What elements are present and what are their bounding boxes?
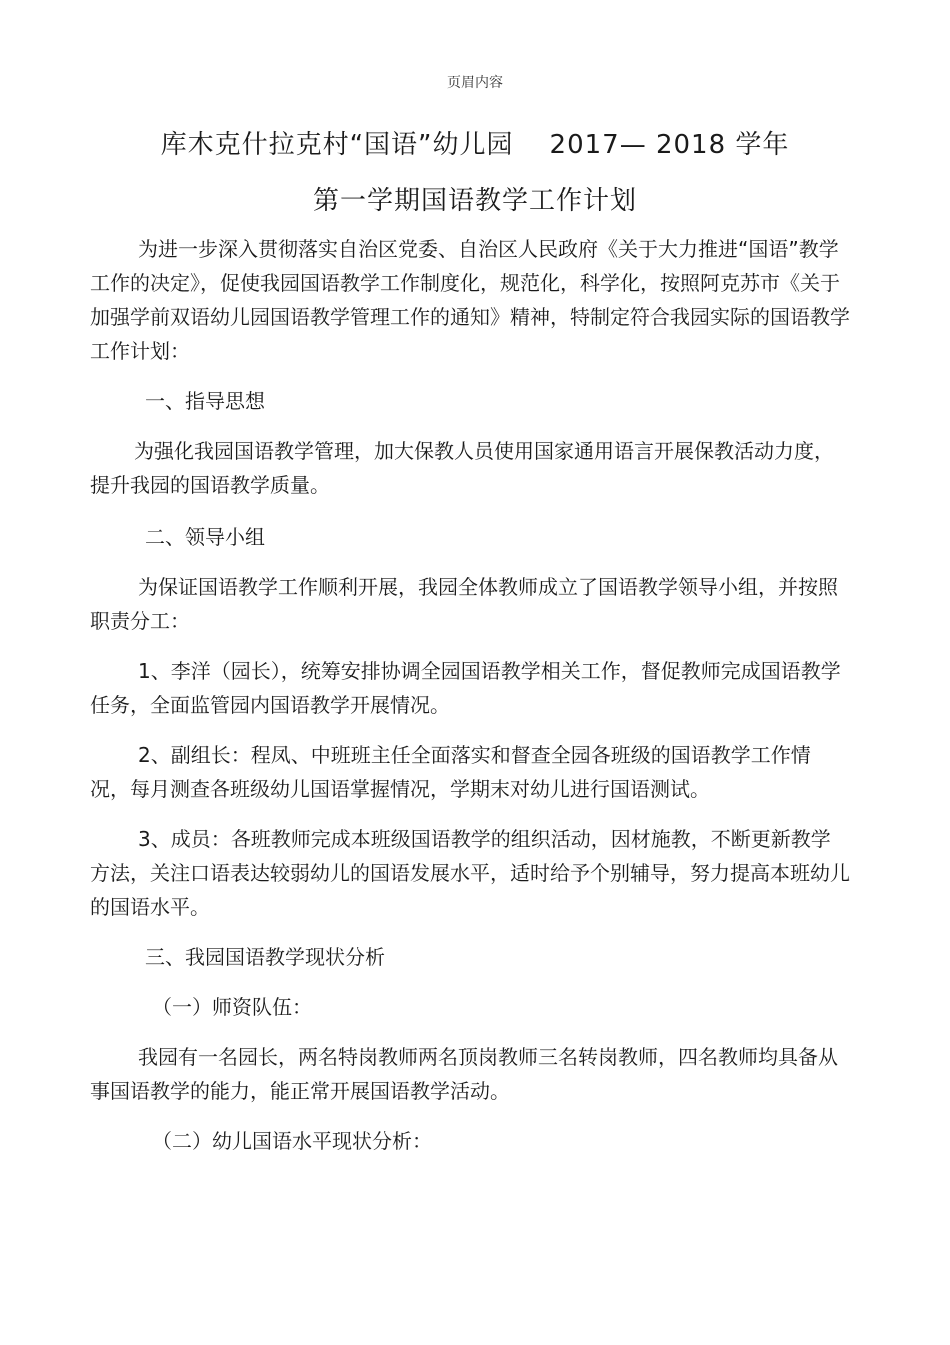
page-header: 页眉内容 — [447, 75, 503, 91]
list-item-leader: 1、李洋（园长），统筹安排协调全园国语教学相关工作，督促教师完成国语教学任务，全面监管园内国语教学开展情况。 — [90, 659, 841, 717]
document-title-line1 — [0, 124, 950, 161]
intro-paragraph: 为进一步深入贯彻落实自治区党委、自治区人民政府《关于大力推进“国语”教学工作的决定》，促使我园国语教学工作制度化，规范化，科学化，按照阿克苏市《关于加强学前双语幼儿园国语教学管理工作的通知》精神，特制定符合我园实际的国语教学工作计划： — [90, 237, 850, 363]
document-title-line2: 第一学期国语教学工作计划 — [312, 186, 637, 216]
paragraph-guiding-ideology: 为强化我园国语教学管理，加大保教人员使用国家通用语言开展保教活动力度，提升我园的国语教学质量。 — [90, 439, 834, 497]
section-heading-guiding-ideology: 一、指导思想 — [145, 389, 265, 413]
section-heading-leadership-group: 二、领导小组 — [145, 525, 265, 549]
title-school-year: 2017— 2018 学年 — [549, 130, 790, 160]
list-item-deputy-leader: 2、副组长：程凤、中班班主任全面落实和督查全园各班级的国语教学工作情况，每月测查各班级幼儿国语掌握情况，学期末对幼儿进行国语测试。 — [90, 743, 811, 801]
paragraph-teachers: 我园有一名园长，两名特岗教师两名顶岗教师三名转岗教师，四名教师均具备从事国语教学的能力，能正常开展国语教学活动。 — [90, 1045, 838, 1103]
subsection-heading-teachers: （一）师资队伍： — [152, 995, 312, 1019]
paragraph-leadership-group: 为保证国语教学工作顺利开展，我园全体教师成立了国语教学领导小组，并按照职责分工： — [90, 575, 838, 633]
title-school-name: 库木克什拉克村“国语”幼儿园 — [160, 130, 514, 160]
document-body — [90, 232, 850, 1158]
list-item-members: 3、成员：各班教师完成本班级国语教学的组织活动，因材施教，不断更新教学方法，关注口语表达较弱幼儿的国语发展水平，适时给予个别辅导，努力提高本班幼儿的国语水平。 — [90, 827, 850, 919]
section-heading-status-analysis: 三、我园国语教学现状分析 — [145, 945, 385, 969]
subsection-heading-children-level: （二）幼儿国语水平现状分析： — [152, 1129, 432, 1153]
